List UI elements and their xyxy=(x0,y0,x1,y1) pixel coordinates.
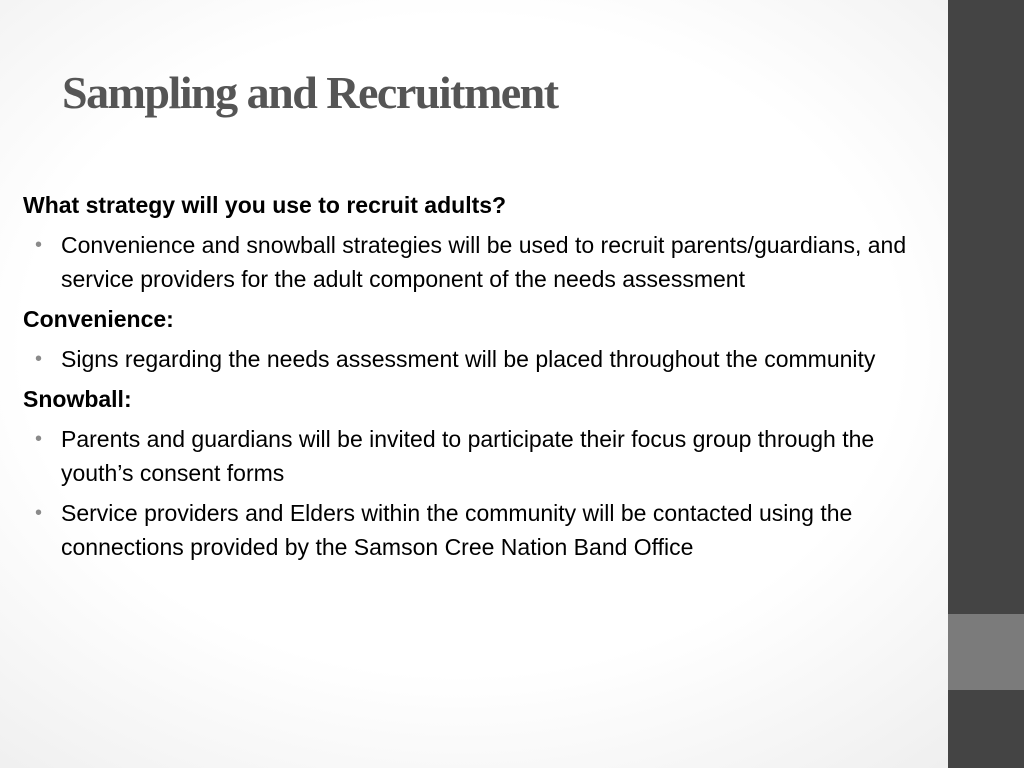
section-heading-recruit-adults: What strategy will you use to recruit adults? xyxy=(23,192,507,218)
bullet-item xyxy=(23,342,928,376)
section-heading-snowball: Snowball: xyxy=(23,386,132,412)
bullet-text: Signs regarding the needs assessment will be placed throughout the community xyxy=(61,346,876,372)
bullet-text: Parents and guardians will be invited to participate their focus group through the youth’s consent forms xyxy=(61,426,875,486)
slide-content xyxy=(23,188,928,570)
bullet-list xyxy=(23,422,928,564)
bullet-item xyxy=(23,422,928,490)
bullet-text: Convenience and snowball strategies will be used to recruit parents/guardians, and service providers for the adult component of the needs assessment xyxy=(61,232,907,292)
bullet-list xyxy=(23,342,928,376)
bullet-list xyxy=(23,228,928,296)
bullet-item xyxy=(23,496,928,564)
bullet-item xyxy=(23,228,928,296)
section-heading-convenience: Convenience: xyxy=(23,306,174,332)
bullet-dot-icon: • xyxy=(35,234,43,256)
bullet-text: Service providers and Elders within the community will be contacted using the connections provided by the Samson Cree Nation Band Office xyxy=(61,500,853,560)
bullet-dot-icon: • xyxy=(35,502,43,524)
bullet-dot-icon: • xyxy=(35,348,43,370)
slide-title: Sampling and Recruitment xyxy=(62,67,558,118)
sidebar-accent-block xyxy=(948,614,1024,690)
bullet-dot-icon: • xyxy=(35,428,43,450)
